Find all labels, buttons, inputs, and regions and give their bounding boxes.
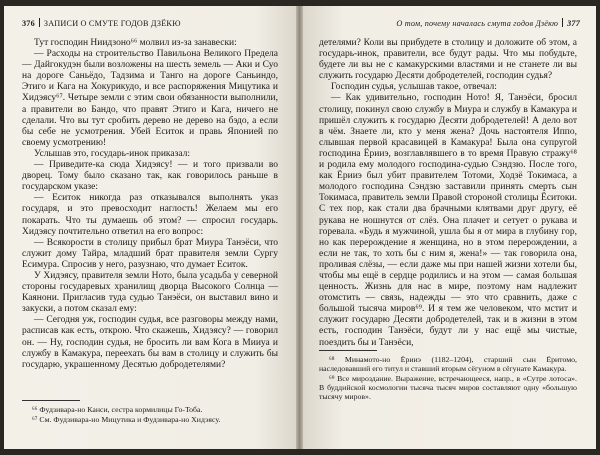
paragraph: — Расходы на строительство Павильона Великого Предела — Дайгокудэн были возложены на шесть земель — Аки и Суо на дороге Саньёдо, Тадзима и Танго на дороге Саньиндо, Этиго и Кага на Хокурикудо, и все распоряжения Мицутика и Хидэясу⁶⁷. Четыре земли с этим свои обязанности выполнили, а правители во Бандо, что правят Этиго и Кага, ничего не сделали. Что вы тут сробить дерево не дерево на бэдо, а если бы себе не усмотрения. Убей Еситок и правь Японией по своему усмотрению! [22, 49, 278, 148]
footnote-rule [22, 400, 80, 401]
paragraph: Господин судья, услышав такое, отвечал: [331, 82, 497, 93]
right-page-number: 377 [567, 19, 580, 28]
footnote-rule [319, 350, 377, 351]
right-running-title: О том, почему началась смута годов Дзёкю [396, 19, 559, 28]
header-separator [562, 18, 563, 27]
right-footnotes [319, 355, 577, 402]
book-gutter [296, 6, 303, 449]
paragraph: — Приведите-ка сюда Хидэясу! — и того призвали во дворец. Тому было сказано так, как говорилось раньше в государском указе: [22, 160, 278, 193]
paragraph: У Хидэясу, правителя земли Ното, была усадьба у северной стороны государевых хранилищ дворца Высокого Солнца — Каянони. Пригласив туда судью Танэёси, он выставил вино и закуски, а потом сказал ему: [22, 270, 278, 315]
left-body-text [22, 38, 278, 371]
footnote: ⁶⁹ Все мироздание. Выражение, встречающееся, напр., в «Сутре лотоса». В буддийской космологии тысяча тысяч миров составляют одну «большую тысячу миров». [319, 373, 577, 402]
header-separator [39, 18, 40, 27]
paragraph: — Сегодня уж, господин судья, все разговоры между нами, расписав как есть, открою. Что скажешь, Хидэясу? — говорил он. — Ну, господин судья, не бросить ли вам Кога в Мииуа и службу в Камакура, переехать бы вам в столицу и служить бы государю, украшенному Десятью добродетелями? [22, 315, 278, 370]
left-page [4, 6, 296, 449]
left-running-head [22, 18, 181, 29]
paragraph: Услышав это, государь-инок приказал: [34, 148, 191, 159]
left-page-number: 376 [22, 19, 35, 28]
paragraph: детелями? Коли вы прибудете в столицу и доложите об этом, а государь-инок, правители, все будут рады. Что мы побудьте, будете ли вы не с камакурскими властями и не станете ли вы служить государю Десяти добродетелей, господин судья? [319, 38, 577, 82]
right-running-head [396, 18, 580, 29]
right-page [303, 6, 596, 449]
right-body-text [319, 38, 577, 349]
paragraph: Тут господин Ниидзоно⁶⁶ молвил из-за занавески: [34, 38, 237, 48]
footnote: ⁶⁶ Фудзивара-но Канси, сестра кормилицы Го-Toба. [32, 405, 203, 414]
paragraph: — Всякорости в столицу прибыл брат Миура Танэёси, что служит дому Тайра, младший брат правителя земли Сургу Есимура. Спросив у него, разузнаю, что думает Еситок. [22, 237, 278, 270]
left-footnotes [22, 405, 278, 424]
footnote: ⁶⁸ Минамото-но Ёрииэ (1182–1204), старший сын Ёритомо, наследовавший его титул и ставший вторым сёгуном в сёгунате Камакура. [319, 355, 577, 374]
paragraph: — Еситок никогда раз отказывался выполнять указ государя, и это превосходит наглость! Желаем мы его покарать. Что ты думаешь об этом? — спросил государь. Хидэясу почтительно ответил на его вопрос: [22, 193, 278, 237]
paragraph: — Как удивительно, господин Ното! Я, Танэёси, бросил столицу, покинул свою службу в Миура и службу в Камакура и пришёл служить к государю Десяти добродетелей! А дело вот в чём. Знаете ли, кто у меня жена? Дочь настоятеля Иппо, слывшая первой красавицей в Камакура! Была она супругой господина Ёрииэ, возглавлявшего в то время Правую стражу⁶⁸ и родила ему молодого господина-судью Сэндзю. После того, как Ёрииэ был убит правителем Тотоми, Ходзё Токимаса, а молодого господина Сэндзю заставили принять смерть сын Токимаса, правитель земли Правой стороной столицы Ёситоки. С тех пор, как стали два брачными клятвами друг другу, её рукава не ношнутся от слёз. Она плачет и сетует о рукава и горевала. «Будь я мужчиной, ушла бы я от мира в глубину гор, но как перерождение я женщина, но в этом перерождении, а если не так, то хоть бы с ним я, жена!» — так говорила она, проливая слёзы, — если даже мы при нашей жизни хотели бы, чтобы мы ещё в сердце родились и на этом — самая большая ценность. Жизнь для нас в мире, поэтому нам надлежит отомстить — связь, надежды — это что сравнить, даже с большой тысяча миров⁶⁹. И я тем же человеком, что мстит и служит государю Десяти добродетелей, так и в жизни в этом есть, господин Танэёси, будут ли у нас ещё мы чистые, поездить бы и Танэёси, [319, 93, 577, 348]
footnote: ⁶⁷ См. Фудзивара-но Мицутика и Фудзивара-но Хидэясу. [32, 414, 221, 424]
left-running-title: ЗАПИСИ О СМУТЕ ГОДОВ ДЗЁКЮ [43, 19, 181, 28]
